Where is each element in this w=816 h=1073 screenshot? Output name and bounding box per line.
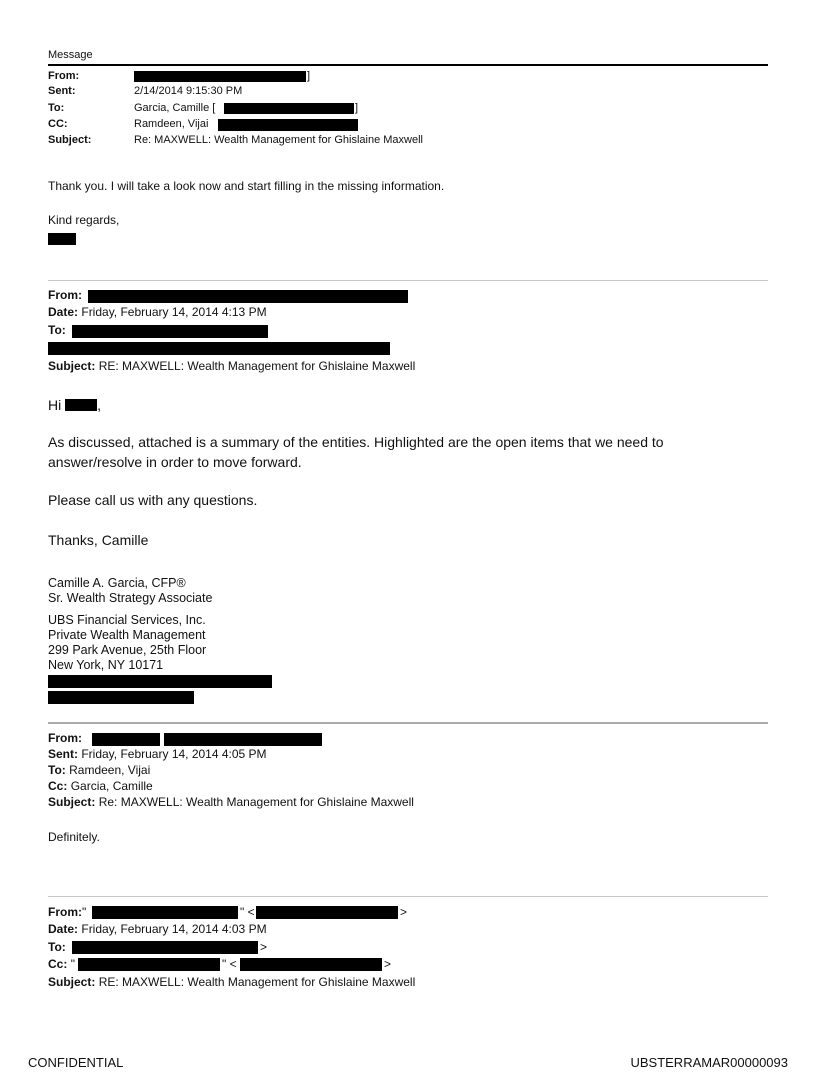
redaction-email4-to — [72, 941, 258, 954]
subject-value: Re: MAXWELL: Wealth Management for Ghislaine Maxwell — [134, 134, 423, 146]
from-label: From: — [48, 70, 80, 82]
email4-from-mid: " < — [240, 905, 255, 919]
email3-from-label: From: — [48, 731, 82, 745]
greeting-comma: , — [97, 397, 102, 413]
to-value: Garcia, Camille [ — [134, 102, 216, 114]
email4-from-close: > — [400, 905, 408, 919]
redaction-greeting — [65, 399, 97, 411]
email2-greeting — [48, 397, 101, 413]
redaction-from — [134, 71, 306, 82]
email3-cc-line — [48, 779, 153, 793]
email4-from-label: From: — [48, 905, 82, 919]
signature-division: Private Wealth Management — [48, 628, 206, 642]
email3-subject: Re: MAXWELL: Wealth Management for Ghislaine Maxwell — [98, 795, 414, 809]
redaction-email4-cc-addr — [240, 958, 382, 971]
to-label: To: — [48, 102, 65, 114]
divider-1 — [48, 280, 768, 281]
email2-sign: Thanks, Camille — [48, 532, 149, 548]
redaction-email3-from-1 — [92, 733, 160, 746]
signature-address2: New York, NY 10171 — [48, 658, 164, 672]
email4-date-label: Date: — [48, 922, 79, 936]
header-divider — [48, 64, 768, 66]
email4-from-line — [48, 905, 86, 919]
email2-date-label: Date: — [48, 305, 79, 319]
greeting-text: Hi — [48, 397, 62, 413]
email4-subject-line — [48, 975, 415, 989]
email3-body: Definitely. — [48, 830, 100, 844]
footer-confidential: CONFIDENTIAL — [28, 1055, 124, 1070]
redaction-email4-from-addr — [256, 906, 398, 919]
redaction-signature-2 — [48, 691, 194, 704]
signature-title: Sr. Wealth Strategy Associate — [48, 591, 213, 605]
footer-bates-number: UBSTERRAMAR00000093 — [630, 1055, 788, 1070]
signature-company: UBS Financial Services, Inc. — [48, 613, 206, 627]
email4-to-close: > — [260, 940, 268, 954]
email4-from-open-quote: " — [82, 905, 87, 919]
redaction-email2-from — [88, 290, 408, 303]
email4-date-line — [48, 922, 267, 936]
sent-label: Sent: — [48, 85, 76, 97]
email4-cc-label: Cc: — [48, 957, 68, 971]
message-title: Message — [48, 49, 93, 61]
subject-label: Subject: — [48, 134, 92, 146]
redaction-email4-cc-name — [78, 958, 220, 971]
redaction-signature-1 — [48, 675, 272, 688]
email4-cc-open-quote: " — [70, 957, 75, 971]
reply-body: Thank you. I will take a look now and start filling in the missing information. — [48, 179, 445, 193]
redaction-email2-to-2 — [48, 342, 390, 355]
redaction-signer — [48, 233, 76, 245]
signature-address1: 299 Park Avenue, 25th Floor — [48, 643, 207, 657]
email4-cc-close: > — [384, 957, 392, 971]
email4-subject: RE: MAXWELL: Wealth Management for Ghislaine Maxwell — [98, 975, 416, 989]
email4-subject-label: Subject: — [48, 975, 96, 989]
sent-value: 2/14/2014 9:15:30 PM — [134, 85, 243, 97]
email2-to-label: To: — [48, 323, 66, 337]
email3-sent: Friday, February 14, 2014 4:05 PM — [81, 747, 267, 761]
email3-to-line — [48, 763, 150, 777]
email4-cc-line — [48, 957, 75, 971]
email4-to-label: To: — [48, 940, 66, 954]
email3-cc-label: Cc: — [48, 779, 68, 793]
cc-label: CC: — [48, 118, 68, 130]
redaction-to — [224, 103, 354, 114]
email3-to-label: To: — [48, 763, 66, 777]
email3-sent-label: Sent: — [48, 747, 78, 761]
email3-to: Ramdeen, Vijai — [69, 763, 151, 777]
divider-2 — [48, 722, 768, 724]
divider-3 — [48, 896, 768, 897]
redaction-cc — [218, 119, 358, 131]
signature-name: Camille A. Garcia, CFP® — [48, 576, 186, 590]
email2-from-label: From: — [48, 288, 82, 302]
email2-para2: Please call us with any questions. — [48, 492, 258, 508]
email3-sent-line — [48, 747, 267, 761]
to-bracket: ] — [355, 102, 359, 114]
email4-cc-mid: " < — [222, 957, 237, 971]
redaction-email4-from-name — [92, 906, 238, 919]
email2-subject-line — [48, 359, 415, 373]
email2-para1-line1: As discussed, attached is a summary of the entities. Highlighted are the open items that we need to — [48, 434, 664, 450]
redaction-email3-from-2 — [164, 733, 322, 746]
email2-subject: RE: MAXWELL: Wealth Management for Ghislaine Maxwell — [98, 359, 416, 373]
email2-date: Friday, February 14, 2014 4:13 PM — [81, 305, 267, 319]
redaction-email2-to — [72, 325, 268, 338]
from-bracket: ] — [307, 70, 311, 82]
email3-cc: Garcia, Camille — [70, 779, 153, 793]
reply-closing: Kind regards, — [48, 213, 120, 227]
email3-subject-line — [48, 795, 414, 809]
email4-date: Friday, February 14, 2014 4:03 PM — [81, 922, 267, 936]
cc-value: Ramdeen, Vijai — [134, 118, 209, 130]
email2-date-line — [48, 305, 267, 319]
email2-subject-label: Subject: — [48, 359, 96, 373]
email3-subject-label: Subject: — [48, 795, 96, 809]
email2-para1-line2: answer/resolve in order to move forward. — [48, 454, 302, 470]
